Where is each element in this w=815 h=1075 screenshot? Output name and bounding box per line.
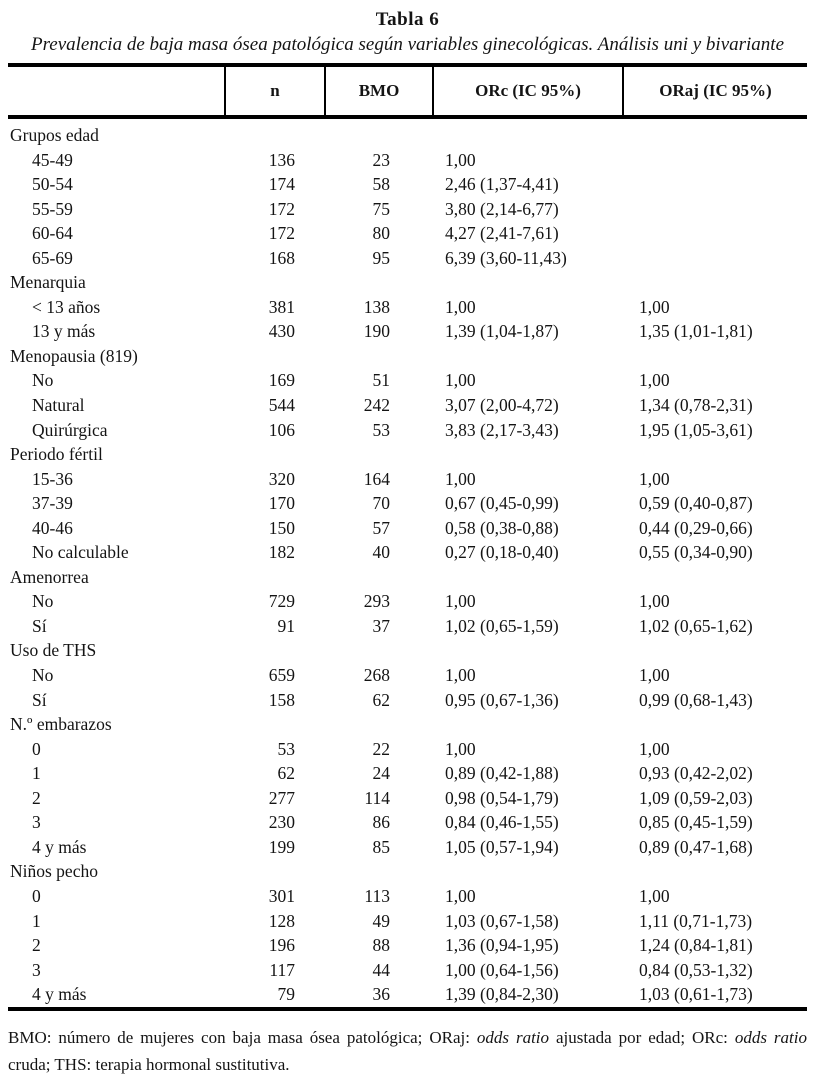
oraj-value: 1,09 (0,59-2,03) (639, 787, 753, 808)
data-row (8, 319, 807, 344)
section-label: Uso de THS (10, 640, 97, 661)
oraj-value (623, 197, 807, 222)
section-row (8, 442, 807, 467)
data-row (8, 295, 807, 320)
oraj-value: 1,00 (639, 370, 670, 391)
data-row (8, 540, 807, 565)
data-row (8, 491, 807, 516)
data-row (8, 688, 807, 713)
n-value: 277 (268, 787, 295, 808)
data-row (8, 909, 807, 934)
row-label: 40-46 (32, 517, 73, 538)
oraj-value: 1,00 (639, 468, 670, 489)
oraj-value: 1,34 (0,78-2,31) (639, 395, 753, 416)
oraj-value (623, 172, 807, 197)
orc-value: 3,83 (2,17-3,43) (445, 419, 559, 440)
data-row (8, 172, 807, 197)
row-label: 2 (32, 935, 41, 956)
bmo-value: 114 (364, 787, 390, 808)
n-value: 182 (268, 542, 295, 563)
orc-value: 0,67 (0,45-0,99) (445, 493, 559, 514)
section-row (8, 344, 807, 369)
orc-value: 0,84 (0,46-1,55) (445, 812, 559, 833)
bmo-value: 268 (363, 665, 390, 686)
data-row (8, 589, 807, 614)
row-label: No calculable (32, 542, 129, 563)
bmo-value: 190 (363, 321, 390, 342)
n-value: 381 (268, 296, 295, 317)
column-header-oraj: ORaj (IC 95%) (623, 65, 807, 117)
n-value: 172 (268, 223, 295, 244)
oraj-value: 0,44 (0,29-0,66) (639, 517, 753, 538)
bmo-value: 88 (372, 935, 390, 956)
row-label: 13 y más (32, 321, 96, 342)
section-row (8, 117, 807, 148)
table-header (8, 65, 807, 117)
n-value: 544 (268, 395, 295, 416)
section-label: Amenorrea (10, 566, 89, 587)
footnote-segment: BMO: número de mujeres con baja masa ósea patológica; ORaj: (8, 1027, 477, 1047)
data-row (8, 737, 807, 762)
orc-value: 1,00 (445, 149, 476, 170)
row-label: 3 (32, 959, 41, 980)
n-value: 196 (268, 935, 295, 956)
oraj-value (623, 148, 807, 173)
data-row (8, 614, 807, 639)
orc-value: 6,39 (3,60-11,43) (445, 247, 567, 268)
row-label: 3 (32, 812, 41, 833)
bmo-value: 22 (372, 738, 390, 759)
bmo-value: 53 (372, 419, 390, 440)
orc-value: 4,27 (2,41-7,61) (445, 223, 559, 244)
orc-value: 1,00 (445, 370, 476, 391)
row-label: 50-54 (32, 174, 73, 195)
row-label: 4 y más (32, 984, 87, 1005)
row-label: No (32, 591, 54, 612)
section-label: N.º embarazos (10, 714, 112, 735)
data-row (8, 810, 807, 835)
row-label: 37-39 (32, 493, 73, 514)
n-value: 430 (268, 321, 295, 342)
data-row (8, 246, 807, 271)
orc-value: 1,39 (1,04-1,87) (445, 321, 559, 342)
prevalence-table (8, 63, 807, 1011)
section-label: Periodo fértil (10, 444, 103, 465)
oraj-value: 1,00 (639, 885, 670, 906)
data-row (8, 516, 807, 541)
row-label: 1 (32, 763, 41, 784)
bmo-value: 58 (372, 174, 390, 195)
oraj-value: 1,35 (1,01-1,81) (639, 321, 753, 342)
row-label: 15-36 (32, 468, 73, 489)
section-row (8, 270, 807, 295)
row-label: 0 (32, 885, 41, 906)
bmo-value: 293 (363, 591, 390, 612)
row-label: 60-64 (32, 223, 73, 244)
table-title: Tabla 6 (375, 9, 440, 30)
n-value: 79 (277, 984, 295, 1005)
n-value: 168 (268, 247, 295, 268)
oraj-value: 0,99 (0,68-1,43) (639, 689, 753, 710)
row-label: 2 (32, 787, 41, 808)
row-label: No (32, 370, 54, 391)
n-value: 301 (268, 885, 295, 906)
orc-value: 1,00 (445, 665, 476, 686)
bmo-value: 40 (372, 542, 390, 563)
oraj-value: 1,02 (0,65-1,62) (639, 615, 753, 636)
oraj-value: 0,89 (0,47-1,68) (639, 836, 753, 857)
row-label: 45-49 (32, 149, 73, 170)
row-label: Quirúrgica (32, 419, 108, 440)
orc-value: 3,80 (2,14-6,77) (445, 198, 559, 219)
n-value: 659 (268, 665, 295, 686)
data-row (8, 418, 807, 443)
bmo-value: 75 (372, 198, 390, 219)
bmo-value: 24 (372, 763, 390, 784)
row-label: Sí (32, 689, 47, 710)
n-value: 320 (268, 468, 295, 489)
oraj-value: 1,11 (0,71-1,73) (639, 910, 753, 931)
table-subtitle: Prevalencia de baja masa ósea patológica según variables ginecológicas. Análisis uni y bivariante (30, 34, 785, 55)
bmo-value: 113 (364, 885, 390, 906)
data-row (8, 835, 807, 860)
data-row (8, 933, 807, 958)
oraj-value: 0,93 (0,42-2,02) (639, 763, 753, 784)
bmo-value: 164 (363, 468, 390, 489)
column-header-stub (8, 65, 225, 117)
data-row (8, 393, 807, 418)
row-label: < 13 años (32, 296, 101, 317)
orc-value: 1,00 (445, 296, 476, 317)
oraj-value: 0,85 (0,45-1,59) (639, 812, 753, 833)
orc-value: 1,03 (0,67-1,58) (445, 910, 559, 931)
section-row (8, 712, 807, 737)
bmo-value: 70 (372, 493, 390, 514)
data-row (8, 197, 807, 222)
row-label: Natural (32, 395, 85, 416)
bmo-value: 80 (372, 223, 390, 244)
orc-value: 1,36 (0,94-1,95) (445, 935, 559, 956)
row-label: No (32, 665, 54, 686)
section-label: Menarquia (10, 272, 86, 293)
data-row (8, 786, 807, 811)
oraj-value: 1,00 (639, 738, 670, 759)
orc-value: 1,00 (445, 885, 476, 906)
n-value: 136 (268, 149, 295, 170)
data-row (8, 958, 807, 983)
n-value: 150 (268, 517, 295, 538)
column-header-orc: ORc (IC 95%) (433, 65, 623, 117)
oraj-value: 1,03 (0,61-1,73) (639, 984, 753, 1005)
orc-value: 1,39 (0,84-2,30) (445, 984, 559, 1005)
section-row (8, 565, 807, 590)
orc-value: 1,05 (0,57-1,94) (445, 836, 559, 857)
row-label: 65-69 (32, 247, 73, 268)
oraj-value: 0,55 (0,34-0,90) (639, 542, 753, 563)
bmo-value: 37 (372, 615, 390, 636)
data-row (8, 982, 807, 1009)
orc-value: 1,00 (445, 591, 476, 612)
oraj-value: 1,00 (639, 296, 670, 317)
bmo-value: 95 (372, 247, 390, 268)
footnote (8, 1024, 807, 1075)
n-value: 117 (269, 959, 295, 980)
orc-value: 1,00 (0,64-1,56) (445, 959, 559, 980)
orc-value: 0,58 (0,38-0,88) (445, 517, 559, 538)
row-label: Sí (32, 615, 47, 636)
oraj-value (623, 246, 807, 271)
n-value: 169 (268, 370, 295, 391)
bmo-value: 85 (372, 836, 390, 857)
bmo-value: 23 (372, 149, 390, 170)
section-label: Menopausia (819) (10, 345, 138, 366)
paper-page (0, 9, 815, 1075)
bmo-value: 138 (363, 296, 390, 317)
row-label: 55-59 (32, 198, 73, 219)
oraj-value: 0,59 (0,40-0,87) (639, 493, 753, 514)
footnote-segment: cruda; THS: terapia hormonal sustitutiva. (8, 1054, 290, 1074)
oraj-value: 1,95 (1,05-3,61) (639, 419, 753, 440)
orc-value: 1,02 (0,65-1,59) (445, 615, 559, 636)
bmo-value: 51 (372, 370, 390, 391)
data-row (8, 884, 807, 909)
section-row (8, 638, 807, 663)
n-value: 729 (268, 591, 295, 612)
table-body (8, 117, 807, 1009)
data-row (8, 368, 807, 393)
n-value: 170 (268, 493, 295, 514)
oraj-value: 1,00 (639, 591, 670, 612)
orc-value: 0,27 (0,18-0,40) (445, 542, 559, 563)
column-header-bmo: BMO (325, 65, 433, 117)
n-value: 230 (268, 812, 295, 833)
section-row (8, 859, 807, 884)
orc-value: 2,46 (1,37-4,41) (445, 174, 559, 195)
bmo-value: 242 (363, 395, 390, 416)
section-label: Niños pecho (10, 861, 98, 882)
bmo-value: 36 (372, 984, 390, 1005)
footnote-italic-segment: odds ratio (734, 1027, 807, 1047)
orc-value: 1,00 (445, 468, 476, 489)
n-value: 62 (277, 763, 295, 784)
n-value: 199 (268, 836, 295, 857)
footnote-italic-segment: odds ratio (476, 1027, 550, 1047)
bmo-value: 49 (372, 910, 390, 931)
oraj-value: 1,24 (0,84-1,81) (639, 935, 753, 956)
data-row (8, 148, 807, 173)
bmo-value: 86 (372, 812, 390, 833)
data-row (8, 663, 807, 688)
n-value: 91 (277, 615, 295, 636)
column-header-n: n (225, 65, 325, 117)
n-value: 128 (268, 910, 295, 931)
n-value: 158 (268, 689, 295, 710)
orc-value: 0,98 (0,54-1,79) (445, 787, 559, 808)
orc-value: 1,00 (445, 738, 476, 759)
n-value: 106 (268, 419, 295, 440)
data-row (8, 221, 807, 246)
bmo-value: 62 (372, 689, 390, 710)
oraj-value (623, 221, 807, 246)
row-label: 0 (32, 738, 41, 759)
bmo-value: 57 (372, 517, 390, 538)
n-value: 172 (268, 198, 295, 219)
oraj-value: 1,00 (639, 665, 670, 686)
orc-value: 3,07 (2,00-4,72) (445, 395, 559, 416)
n-value: 174 (268, 174, 295, 195)
row-label: 1 (32, 910, 41, 931)
n-value: 53 (277, 738, 295, 759)
section-label: Grupos edad (10, 125, 99, 145)
data-row (8, 761, 807, 786)
orc-value: 0,95 (0,67-1,36) (445, 689, 559, 710)
data-row (8, 467, 807, 492)
orc-value: 0,89 (0,42-1,88) (445, 763, 559, 784)
header-row (8, 65, 807, 117)
row-label: 4 y más (32, 836, 87, 857)
bmo-value: 44 (372, 959, 390, 980)
footnote-segment: ajustada por edad; ORc: (549, 1027, 735, 1047)
oraj-value: 0,84 (0,53-1,32) (639, 959, 753, 980)
